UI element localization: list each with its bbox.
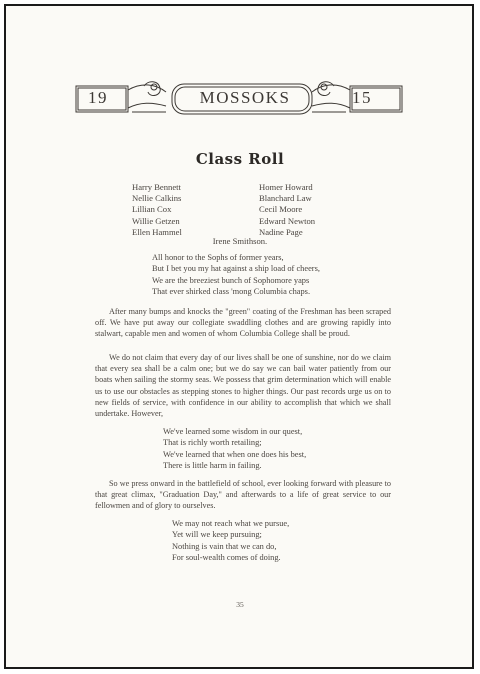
verse-2 [163, 426, 306, 471]
header-year-left: 19 [88, 88, 108, 107]
header-year-right: 15 [352, 88, 372, 107]
verse-line: Yet will we keep pursuing; [172, 530, 262, 540]
paragraph-2 [95, 352, 391, 419]
page-header [72, 78, 412, 116]
roll-name: Ellen Hammel [132, 226, 182, 237]
paragraph-2-text: We do not claim that every day of our lives shall be one of sunshine, nor do we claim that every sea shall be a calm one; but we do say we can bail water patiently from our boats when sailing the stormy seas. We possess that grim determination which will enable us to use our obstacles as stepping stones to higher things. Our past records urge us on to new fields of service, with confidence in our ability to accomplish that which we shall undertake. However, [95, 353, 391, 419]
roll-name: Lillian Cox [132, 204, 172, 215]
paragraph-1 [95, 306, 391, 340]
verse-line: But I bet you my hat against a ship load of cheers, [152, 264, 320, 274]
roll-name: Homer Howard [259, 182, 313, 192]
verse-line: We are the breeziest bunch of Sophomore yaps [152, 275, 310, 285]
roll-name: Blanchard Law [259, 193, 312, 204]
page-number: 35 [236, 600, 244, 609]
roll-column-right [259, 182, 315, 238]
verse-line: We've learned that when one does his best, [163, 449, 307, 459]
roll-name: Cecil Moore [259, 204, 303, 215]
roll-name: Willie Getzen [132, 215, 180, 226]
roll-name: Nellie Calkins [132, 193, 182, 204]
verse-line: We've learned some wisdom in our quest, [163, 427, 303, 436]
verse-3 [172, 518, 289, 563]
verse-line: That ever shirked class 'mong Columbia chaps. [152, 286, 311, 296]
header-title: MOSSOKS [199, 88, 291, 107]
paragraph-3-text: So we press onward in the battlefield of school, ever looking forward with pleasure to that great climax, "Graduation Day," and afterwards to a life of great service to our fellowmen and of glory to ourselves. [95, 479, 391, 511]
verse-line: Nothing is vain that we can do, [172, 541, 277, 551]
roll-name-last: Irene Smithson. [212, 236, 268, 246]
verse-line: That is richly worth retailing; [163, 438, 262, 448]
paragraph-1-text: After many bumps and knocks the "green" coating of the Freshman has been scraped off. We have put away our collegiate swaddling clothes and are growing rapidly into stalwart, capable men and women of whom Columbia College shall be proud. [95, 307, 391, 339]
verse-line: We may not reach what we pursue, [172, 519, 290, 528]
roll-name: Edward Newton [259, 215, 316, 226]
verse-line: For soul-wealth comes of doing. [172, 552, 281, 562]
roll-name: Harry Bennett [132, 182, 181, 192]
verse-line: There is little harm in failing. [163, 460, 262, 470]
verse-1 [152, 252, 320, 297]
roll-column-left [132, 182, 182, 238]
roll-name: Nadine Page [259, 226, 303, 237]
verse-line: All honor to the Sophs of former years, [152, 253, 284, 262]
section-title: Class Roll [195, 150, 285, 168]
paragraph-3 [95, 478, 391, 512]
